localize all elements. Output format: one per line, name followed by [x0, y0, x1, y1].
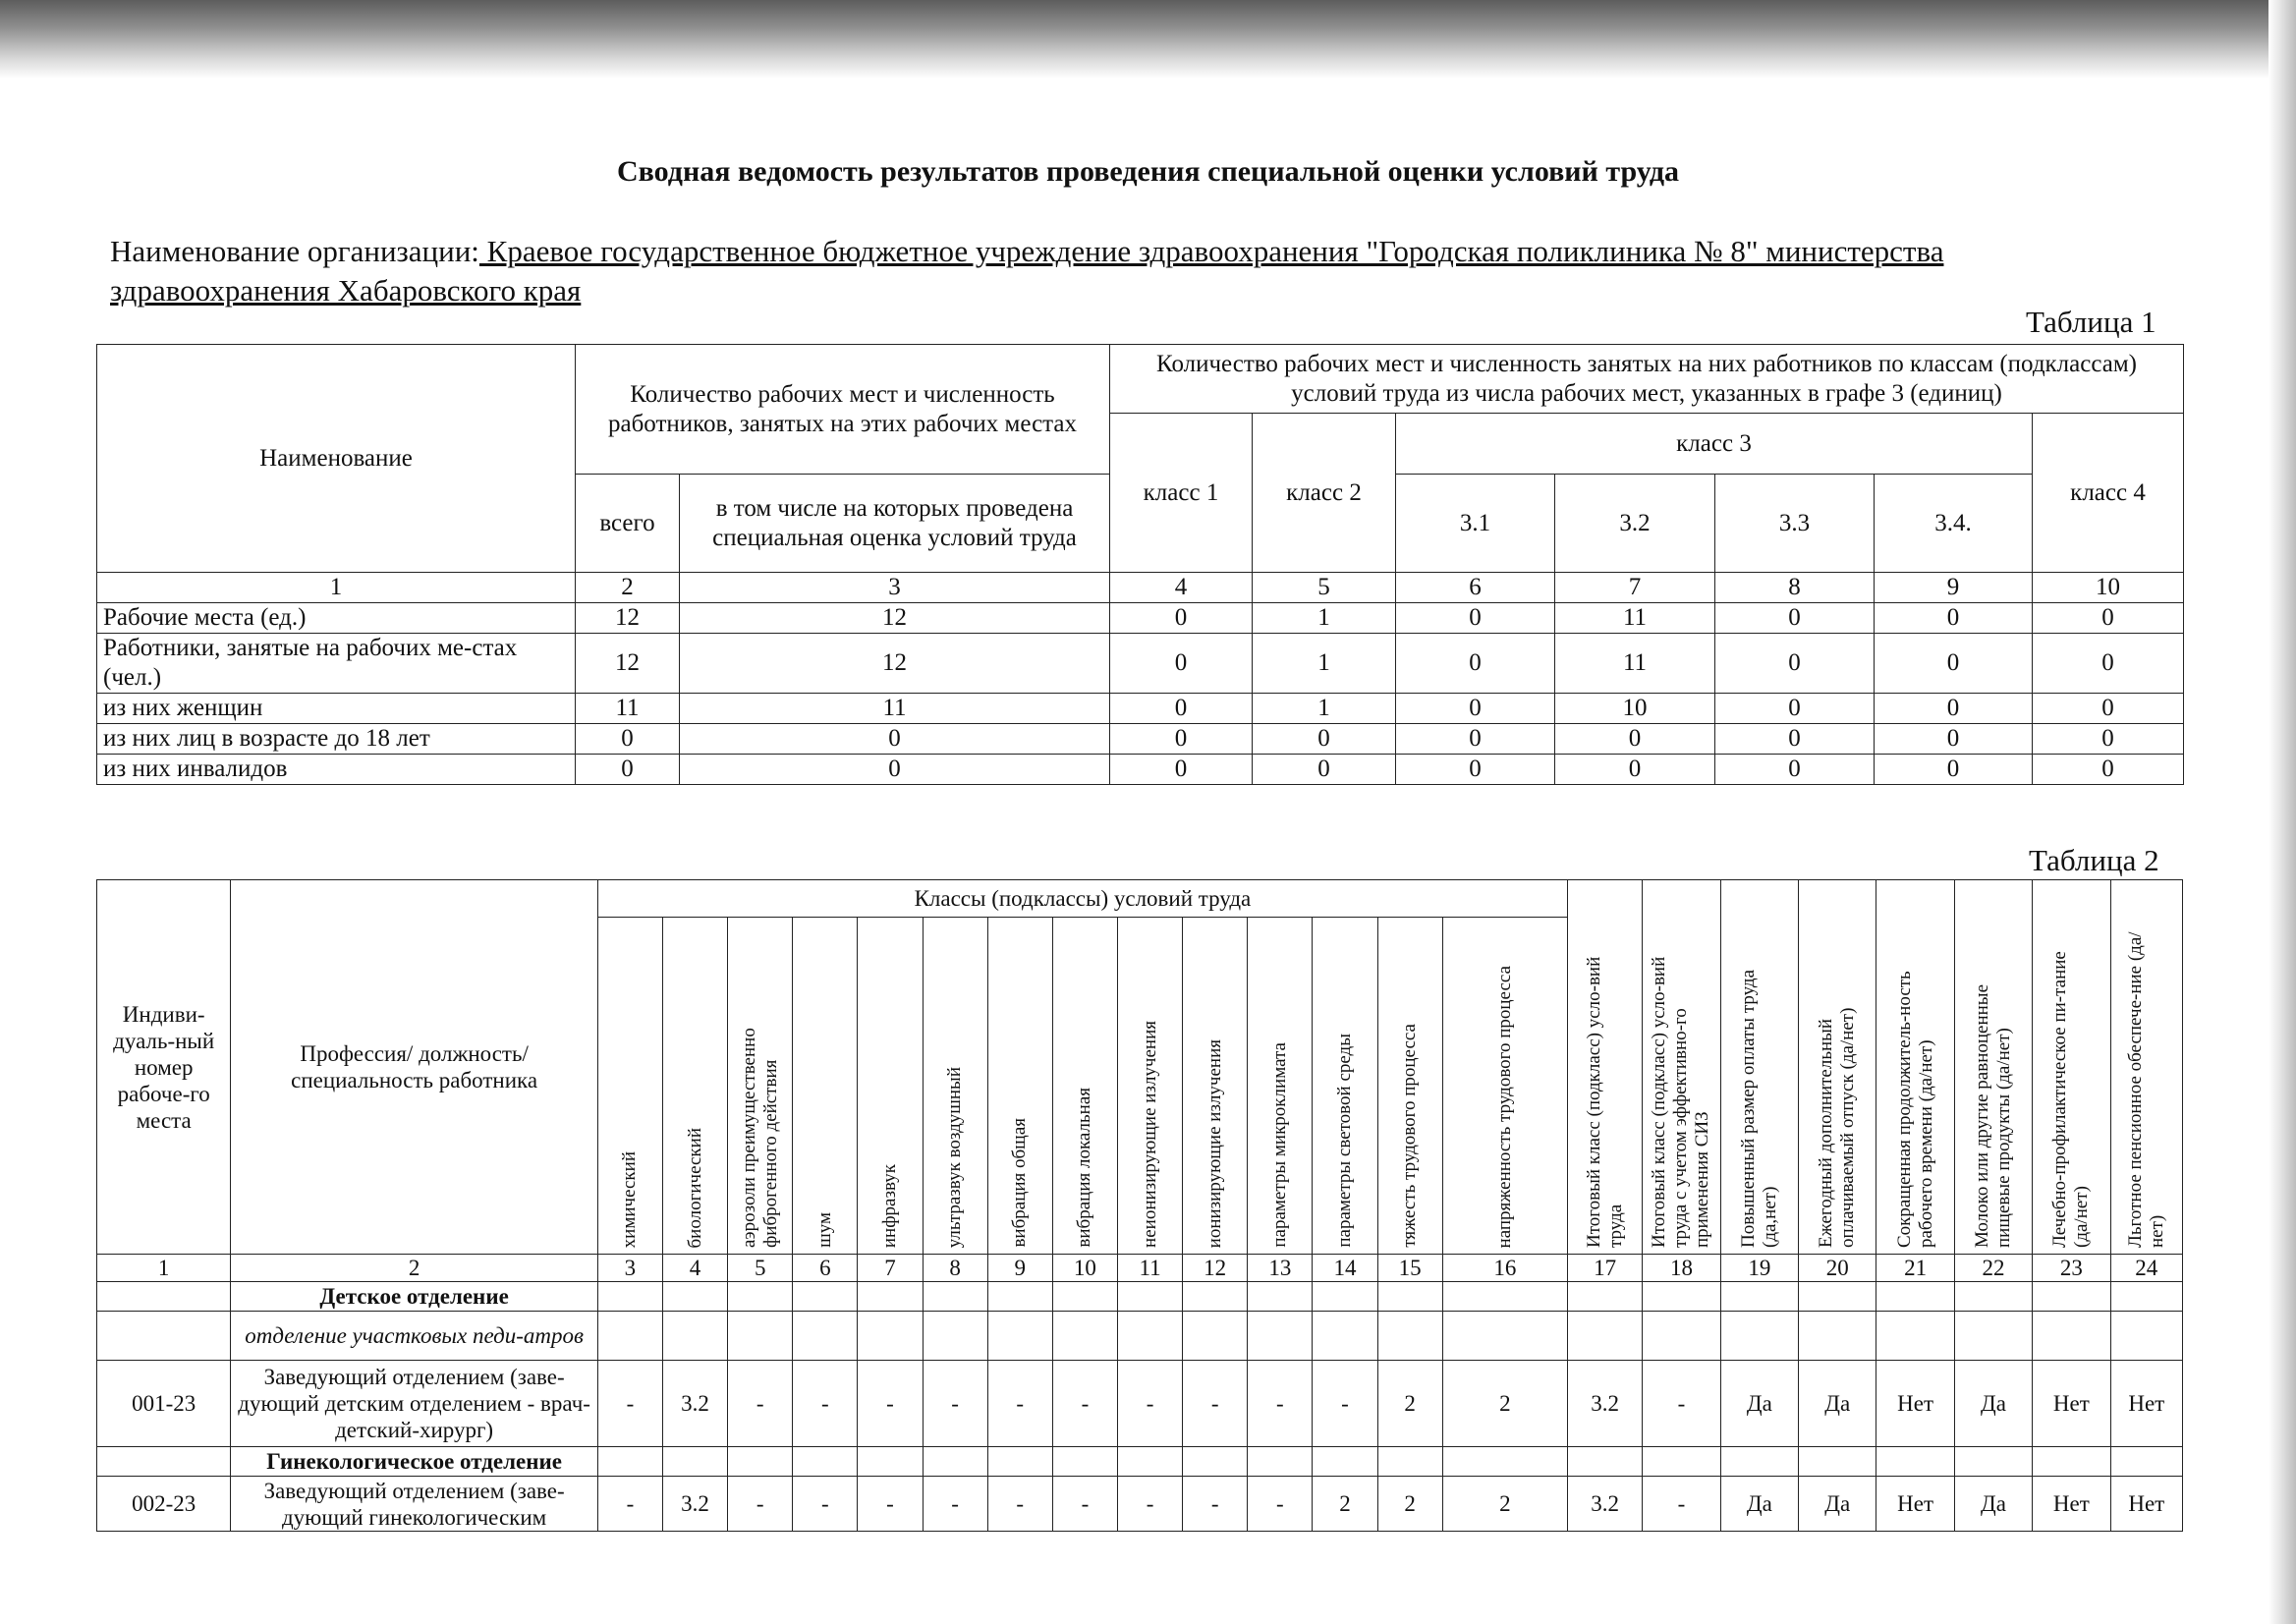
t1-cell: 1	[1253, 694, 1396, 724]
t2-header-milk: Молоко или другие равноценные пищевые продукты (да/нет)	[1954, 880, 2032, 1255]
t2-cell: Да	[1720, 1361, 1798, 1447]
t1-cell: 0	[1253, 755, 1396, 785]
t1-cell: 0	[2033, 634, 2184, 694]
org-name: Краевое государственное бюджетное учреждение здравоохранения "Городская поликлиника № 8" министерства здравоохранения Хабаровского края	[110, 234, 1944, 308]
t2-factor-header: напряженность трудового процесса	[1442, 918, 1567, 1255]
t2-cell: -	[1248, 1361, 1313, 1447]
empty-cell	[1876, 1282, 1954, 1312]
t2-cell: -	[1183, 1361, 1248, 1447]
t2-col-num: 11	[1117, 1255, 1182, 1282]
t1-cell: 0	[2033, 694, 2184, 724]
empty-cell	[1183, 1447, 1248, 1477]
t2-factor-header: ионизирующие излучения	[1183, 918, 1248, 1255]
t1-cell: 0	[1715, 694, 1875, 724]
t2-col-num: 4	[662, 1255, 727, 1282]
t1-cell: 0	[1253, 724, 1396, 755]
t1-header-count: Количество рабочих мест и численность работников, занятых на этих рабочих местах	[576, 345, 1110, 475]
t1-cell: 0	[680, 755, 1110, 785]
t2-cell: -	[858, 1477, 923, 1532]
t2-header-id: Индиви-дуаль-ный номер рабоче-го места	[97, 880, 231, 1255]
t1-cell: 0	[1396, 755, 1555, 785]
t2-col-num: 23	[2033, 1255, 2110, 1282]
t2-col-num: 10	[1052, 1255, 1117, 1282]
empty-cell	[1876, 1312, 1954, 1361]
t1-col-num: 7	[1555, 573, 1715, 603]
t2-factor-header: химический	[597, 918, 662, 1255]
document-title: Сводная ведомость результатов проведения специальной оценки условий труда	[616, 155, 1680, 188]
empty-cell	[1117, 1447, 1182, 1477]
empty-cell	[1720, 1447, 1798, 1477]
t2-header-extra-leave: Ежегодный дополнительный оплачиваемый отпуск (да/нет)	[1799, 880, 1876, 1255]
t1-cell: 0	[1555, 724, 1715, 755]
t1-header-class3: класс 3	[1396, 414, 2033, 475]
t1-row-label: Работники, занятые на рабочих ме-стах (чел.)	[97, 634, 576, 694]
t1-header-3-3: 3.3	[1715, 475, 1875, 573]
empty-cell	[97, 1282, 231, 1312]
table2-caption: Таблица 2	[2029, 843, 2159, 877]
t1-cell: 0	[1110, 755, 1253, 785]
t2-col-num: 14	[1313, 1255, 1377, 1282]
t1-cell: 0	[1110, 724, 1253, 755]
empty-cell	[597, 1447, 662, 1477]
empty-cell	[987, 1282, 1052, 1312]
t1-col-num: 3	[680, 573, 1110, 603]
empty-cell	[1567, 1312, 1642, 1361]
table1-caption: Таблица 1	[2026, 305, 2156, 339]
t1-header-3-1: 3.1	[1396, 475, 1555, 573]
t2-header-profession: Профессия/ должность/ специальность работника	[231, 880, 597, 1255]
t2-cell: Да	[1954, 1361, 2032, 1447]
t2-cell: -	[1117, 1477, 1182, 1532]
subsection-heading-label: отделение участковых педи-атров	[231, 1312, 597, 1361]
t1-cell: 12	[680, 634, 1110, 694]
table1	[96, 344, 2184, 785]
empty-cell	[1052, 1312, 1117, 1361]
empty-cell	[1183, 1282, 1248, 1312]
table-row	[97, 1361, 2183, 1447]
empty-cell	[1876, 1447, 1954, 1477]
t2-cell: 3.2	[662, 1361, 727, 1447]
t2-col-num: 17	[1567, 1255, 1642, 1282]
t2-factor-header: параметры световой среды	[1313, 918, 1377, 1255]
t1-row-label: Рабочие места (ед.)	[97, 603, 576, 634]
t1-header-name: Наименование	[97, 345, 576, 573]
t1-cell: 1	[1253, 603, 1396, 634]
empty-cell	[858, 1282, 923, 1312]
t1-cell: 11	[680, 694, 1110, 724]
t1-cell: 0	[1396, 724, 1555, 755]
t2-cell: 2	[1313, 1477, 1377, 1532]
t2-cell: Нет	[1876, 1361, 1954, 1447]
t1-col-num: 9	[1875, 573, 2033, 603]
empty-cell	[728, 1312, 793, 1361]
t2-factor-header: шум	[793, 918, 858, 1255]
empty-cell	[1183, 1312, 1248, 1361]
t1-col-num: 10	[2033, 573, 2184, 603]
t2-col-num: 24	[2110, 1255, 2182, 1282]
t2-cell: -	[597, 1361, 662, 1447]
empty-cell	[1567, 1282, 1642, 1312]
t2-cell: -	[1183, 1477, 1248, 1532]
empty-cell	[793, 1312, 858, 1361]
t2-cell: -	[923, 1477, 987, 1532]
empty-cell	[662, 1447, 727, 1477]
t2-header-total-class-siz: Итоговый класс (подкласс) усло-вий труда с учетом эффективно-го применения СИЗ	[1643, 880, 1720, 1255]
t2-cell: -	[1643, 1477, 1720, 1532]
empty-cell	[662, 1282, 727, 1312]
t2-header-increased-pay: Повышенный размер оплаты труда (да,нет)	[1720, 880, 1798, 1255]
empty-cell	[662, 1312, 727, 1361]
t2-factor-header: биологический	[662, 918, 727, 1255]
t2-cell: 3.2	[1567, 1477, 1642, 1532]
t1-cell: 0	[1875, 634, 2033, 694]
empty-cell	[1117, 1312, 1182, 1361]
t2-factor-header: ультразвук воздушный	[923, 918, 987, 1255]
t2-cell: 3.2	[662, 1477, 727, 1532]
org-label: Наименование организации:	[110, 234, 479, 268]
t2-factor-header: неионизирующие излучения	[1117, 918, 1182, 1255]
t1-header-classes: Количество рабочих мест и численность занятых на них работников по классам (подклассам) условий труда из числа рабочих мест, указанных в графе 3 (единиц)	[1110, 345, 2184, 414]
t2-cell: -	[987, 1477, 1052, 1532]
t2-factor-header: инфразвук	[858, 918, 923, 1255]
t2-cell: -	[728, 1477, 793, 1532]
section-heading-label: Гинекологическое отделение	[231, 1447, 597, 1477]
t1-cell: 0	[1396, 694, 1555, 724]
t2-cell: -	[1643, 1361, 1720, 1447]
t2-cell: -	[987, 1361, 1052, 1447]
empty-cell	[1377, 1447, 1442, 1477]
t1-header-class2: класс 2	[1253, 414, 1396, 573]
t2-header-reduced-hours: Сокращенная продолжитель-ность рабочего времени (да/нет)	[1876, 880, 1954, 1255]
t2-col-num: 15	[1377, 1255, 1442, 1282]
t1-header-total: всего	[576, 475, 680, 573]
t2-cell: -	[793, 1361, 858, 1447]
profession: Заведующий отделением (заве-дующий детским отделением - врач-детский-хирург)	[231, 1361, 597, 1447]
t1-col-num: 5	[1253, 573, 1396, 603]
t2-header-total-class: Итоговый класс (подкласс) усло-вий труда	[1567, 880, 1642, 1255]
t1-cell: 0	[576, 724, 680, 755]
empty-cell	[1248, 1282, 1313, 1312]
empty-cell	[923, 1312, 987, 1361]
empty-cell	[1954, 1282, 2032, 1312]
t2-cell: Нет	[2033, 1361, 2110, 1447]
t2-cell: Да	[1954, 1477, 2032, 1532]
t2-col-num: 12	[1183, 1255, 1248, 1282]
t1-cell: 0	[1555, 755, 1715, 785]
t1-row-label: из них лиц в возрасте до 18 лет	[97, 724, 576, 755]
table-row	[97, 755, 2184, 785]
t2-col-num: 7	[858, 1255, 923, 1282]
t1-cell: 0	[1875, 755, 2033, 785]
t1-cell: 0	[1110, 634, 1253, 694]
empty-cell	[1720, 1312, 1798, 1361]
empty-cell	[1377, 1282, 1442, 1312]
empty-cell	[1377, 1312, 1442, 1361]
empty-cell	[1643, 1282, 1720, 1312]
empty-cell	[1248, 1312, 1313, 1361]
section-heading	[97, 1447, 2183, 1477]
t2-cell: -	[1117, 1361, 1182, 1447]
t1-cell: 10	[1555, 694, 1715, 724]
t2-header-classes: Классы (подклассы) условий труда	[597, 880, 1567, 918]
empty-cell	[1248, 1447, 1313, 1477]
t2-col-num: 8	[923, 1255, 987, 1282]
t1-cell: 0	[1396, 634, 1555, 694]
t2-column-numbers	[97, 1255, 2183, 1282]
t1-cell: 0	[1875, 694, 2033, 724]
empty-cell	[793, 1447, 858, 1477]
t1-column-numbers	[97, 573, 2184, 603]
t2-cell: -	[1052, 1477, 1117, 1532]
empty-cell	[2033, 1447, 2110, 1477]
empty-cell	[987, 1312, 1052, 1361]
t1-col-num: 4	[1110, 573, 1253, 603]
empty-cell	[97, 1312, 231, 1361]
workplace-id: 002-23	[97, 1477, 231, 1532]
t2-cell: -	[1052, 1361, 1117, 1447]
empty-cell	[1954, 1447, 2032, 1477]
empty-cell	[2033, 1312, 2110, 1361]
t1-row-label: из них инвалидов	[97, 755, 576, 785]
t2-col-num: 21	[1876, 1255, 1954, 1282]
t2-cell: Нет	[2110, 1361, 2182, 1447]
empty-cell	[1799, 1312, 1876, 1361]
t1-col-num: 1	[97, 573, 576, 603]
empty-cell	[1052, 1447, 1117, 1477]
t1-cell: 0	[1715, 724, 1875, 755]
t2-cell: -	[793, 1477, 858, 1532]
t1-header-3-4: 3.4.	[1875, 475, 2033, 573]
t2-header-pension: Льготное пенсионное обеспече-ние (да/нет)	[2110, 880, 2182, 1255]
t2-factor-header: тяжесть трудового процесса	[1377, 918, 1442, 1255]
t1-cell: 0	[2033, 724, 2184, 755]
t1-cell: 11	[1555, 603, 1715, 634]
workplace-id: 001-23	[97, 1361, 231, 1447]
t1-col-num: 6	[1396, 573, 1555, 603]
t1-cell: 0	[1715, 634, 1875, 694]
t1-cell: 12	[576, 603, 680, 634]
t2-cell: -	[923, 1361, 987, 1447]
t1-cell: 0	[1715, 755, 1875, 785]
empty-cell	[1643, 1447, 1720, 1477]
t2-cell: 2	[1377, 1477, 1442, 1532]
t1-cell: 11	[576, 694, 680, 724]
t2-header-therapeutic-food: Лечебно-профилактическое пи-тание (да/нет)	[2033, 880, 2110, 1255]
empty-cell	[1117, 1282, 1182, 1312]
t2-factor-header: вибрация общая	[987, 918, 1052, 1255]
t2-cell: 2	[1442, 1477, 1567, 1532]
table2	[96, 879, 2183, 1532]
t1-cell: 0	[680, 724, 1110, 755]
t2-factor-header: параметры микроклимата	[1248, 918, 1313, 1255]
t2-col-num: 19	[1720, 1255, 1798, 1282]
empty-cell	[2033, 1282, 2110, 1312]
empty-cell	[597, 1312, 662, 1361]
table-row	[97, 634, 2184, 694]
t2-cell: -	[1313, 1361, 1377, 1447]
t2-cell: 3.2	[1567, 1361, 1642, 1447]
empty-cell	[728, 1282, 793, 1312]
t1-header-class4: класс 4	[2033, 414, 2184, 573]
empty-cell	[1643, 1312, 1720, 1361]
table-row	[97, 694, 2184, 724]
t2-cell: Нет	[2110, 1477, 2182, 1532]
t2-col-num: 18	[1643, 1255, 1720, 1282]
empty-cell	[1442, 1282, 1567, 1312]
t2-col-num: 16	[1442, 1255, 1567, 1282]
table-row	[97, 724, 2184, 755]
t1-col-num: 2	[576, 573, 680, 603]
t2-cell: 2	[1442, 1361, 1567, 1447]
t2-col-num: 3	[597, 1255, 662, 1282]
empty-cell	[1720, 1282, 1798, 1312]
empty-cell	[923, 1447, 987, 1477]
empty-cell	[987, 1447, 1052, 1477]
t2-col-num: 20	[1799, 1255, 1876, 1282]
t1-cell: 0	[1396, 603, 1555, 634]
t2-cell: Да	[1799, 1477, 1876, 1532]
empty-cell	[858, 1447, 923, 1477]
t2-factor-header: аэрозоли преимущественно фиброгенного действия	[728, 918, 793, 1255]
t2-cell: -	[597, 1477, 662, 1532]
organization-line	[110, 232, 2134, 310]
empty-cell	[1954, 1312, 2032, 1361]
empty-cell	[858, 1312, 923, 1361]
t1-cell: 0	[2033, 603, 2184, 634]
t1-cell: 12	[680, 603, 1110, 634]
t2-factor-header: вибрация локальная	[1052, 918, 1117, 1255]
empty-cell	[2110, 1447, 2182, 1477]
t2-cell: -	[728, 1361, 793, 1447]
t1-header-assessed: в том числе на которых проведена специальная оценка условий труда	[680, 475, 1110, 573]
empty-cell	[1052, 1282, 1117, 1312]
empty-cell	[1442, 1447, 1567, 1477]
section-heading	[97, 1282, 2183, 1312]
empty-cell	[1799, 1447, 1876, 1477]
empty-cell	[1313, 1312, 1377, 1361]
t1-cell: 11	[1555, 634, 1715, 694]
t1-cell: 0	[576, 755, 680, 785]
t2-col-num: 22	[1954, 1255, 2032, 1282]
t1-col-num: 8	[1715, 573, 1875, 603]
empty-cell	[728, 1447, 793, 1477]
t2-cell: -	[858, 1361, 923, 1447]
t2-col-num: 6	[793, 1255, 858, 1282]
empty-cell	[1313, 1282, 1377, 1312]
empty-cell	[2110, 1282, 2182, 1312]
t1-row-label: из них женщин	[97, 694, 576, 724]
table-row	[97, 603, 2184, 634]
t2-cell: Да	[1720, 1477, 1798, 1532]
t2-cell: -	[1248, 1477, 1313, 1532]
empty-cell	[1313, 1447, 1377, 1477]
t2-cell: Нет	[1876, 1477, 1954, 1532]
t1-cell: 0	[2033, 755, 2184, 785]
profession: Заведующий отделением (заве-дующий гинекологическим	[231, 1477, 597, 1532]
t2-cell: Нет	[2033, 1477, 2110, 1532]
t1-cell: 0	[1715, 603, 1875, 634]
t2-col-num: 9	[987, 1255, 1052, 1282]
t1-header-class1: класс 1	[1110, 414, 1253, 573]
t1-header-3-2: 3.2	[1555, 475, 1715, 573]
table-row	[97, 1477, 2183, 1532]
empty-cell	[793, 1282, 858, 1312]
empty-cell	[597, 1282, 662, 1312]
empty-cell	[1799, 1282, 1876, 1312]
t1-cell: 12	[576, 634, 680, 694]
t2-col-num: 2	[231, 1255, 597, 1282]
t1-cell: 0	[1875, 603, 2033, 634]
empty-cell	[1567, 1447, 1642, 1477]
subsection-heading	[97, 1312, 2183, 1361]
t1-cell: 0	[1875, 724, 2033, 755]
t2-col-num: 13	[1248, 1255, 1313, 1282]
empty-cell	[923, 1282, 987, 1312]
t2-col-num: 1	[97, 1255, 231, 1282]
empty-cell	[97, 1447, 231, 1477]
t1-cell: 0	[1110, 694, 1253, 724]
t1-cell: 1	[1253, 634, 1396, 694]
t1-cell: 0	[1110, 603, 1253, 634]
t2-cell: 2	[1377, 1361, 1442, 1447]
t2-col-num: 5	[728, 1255, 793, 1282]
empty-cell	[2110, 1312, 2182, 1361]
section-heading-label: Детское отделение	[231, 1282, 597, 1312]
empty-cell	[1442, 1312, 1567, 1361]
t2-cell: Да	[1799, 1361, 1876, 1447]
